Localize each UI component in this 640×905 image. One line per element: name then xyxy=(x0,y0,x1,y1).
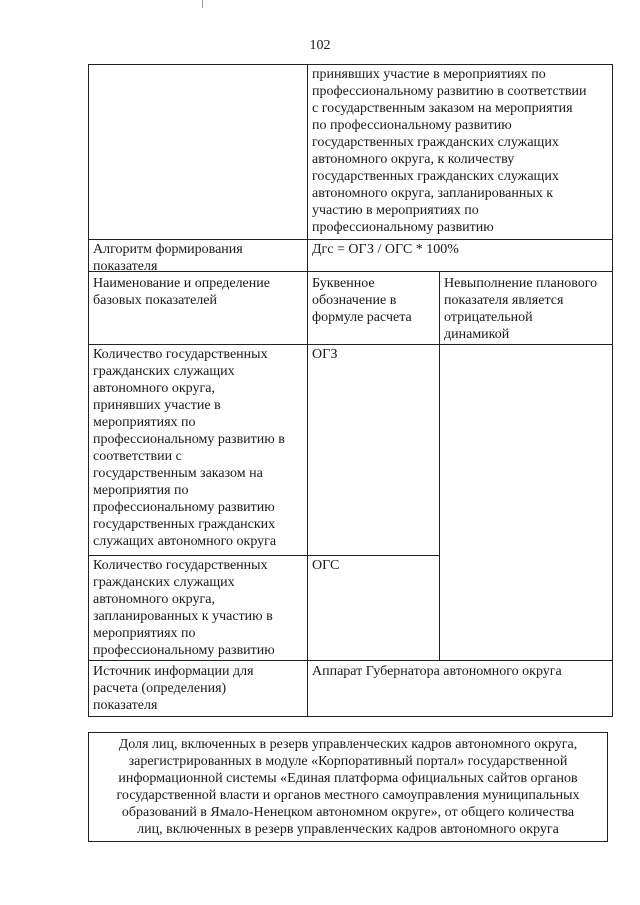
indicator-title: Доля лиц, включенных в резерв управленческих кадров автономного округа, зарегистрированных в модуле «Корпоративный портал» государственной информационной системы «Единая платформа официальных сайтов органов государственной власти и органов местного самоуправления муниципальных образований в Ямало-Ненецком автономном округе», от общего количества лиц, включенных в резерв управленческих кадров автономного округа xyxy=(116,737,580,837)
page-number: 102 xyxy=(309,38,331,53)
source-label: Источник информации для расчета (определения) показателя xyxy=(93,664,254,713)
algorithm-label: Алгоритм формирования показателя xyxy=(93,242,243,274)
base-indicators-label: Наименование и определение базовых показателей xyxy=(93,276,270,308)
scan-artifact xyxy=(202,0,203,8)
description-continuation: принявших участие в мероприятиях по профессиональному развитию в соответствии с государственным заказом на мероприятия по профессиональному развитию государственных гражданских служащих автономного округа, к количеству государственных гражданских служащих автономного округа, запланированных к участию в мероприятиях по профессиональному развитию xyxy=(312,67,587,235)
symbol-header: Буквенное обозначение в формуле расчета xyxy=(312,276,412,325)
dynamics-note: Невыполнение планового показателя является отрицательной динамикой xyxy=(444,276,598,342)
formula: Дгс = ОГЗ / ОГС * 100% xyxy=(312,242,459,257)
ogz-definition: Количество государственных гражданских служащих автономного округа, принявших участие в мероприятиях по профессиональному развитию в соответствии с государственным заказом на мероприятия по профессиональному развитию государственных гражданских служащих автономного округа xyxy=(93,347,285,549)
ogs-definition: Количество государственных гражданских служащих автономного округа, запланированных к участию в мероприятиях по профессиональному развитию xyxy=(93,558,275,658)
ogz-symbol: ОГЗ xyxy=(312,347,338,362)
ogs-symbol: ОГС xyxy=(312,558,340,573)
source-value: Аппарат Губернатора автономного округа xyxy=(312,664,562,679)
